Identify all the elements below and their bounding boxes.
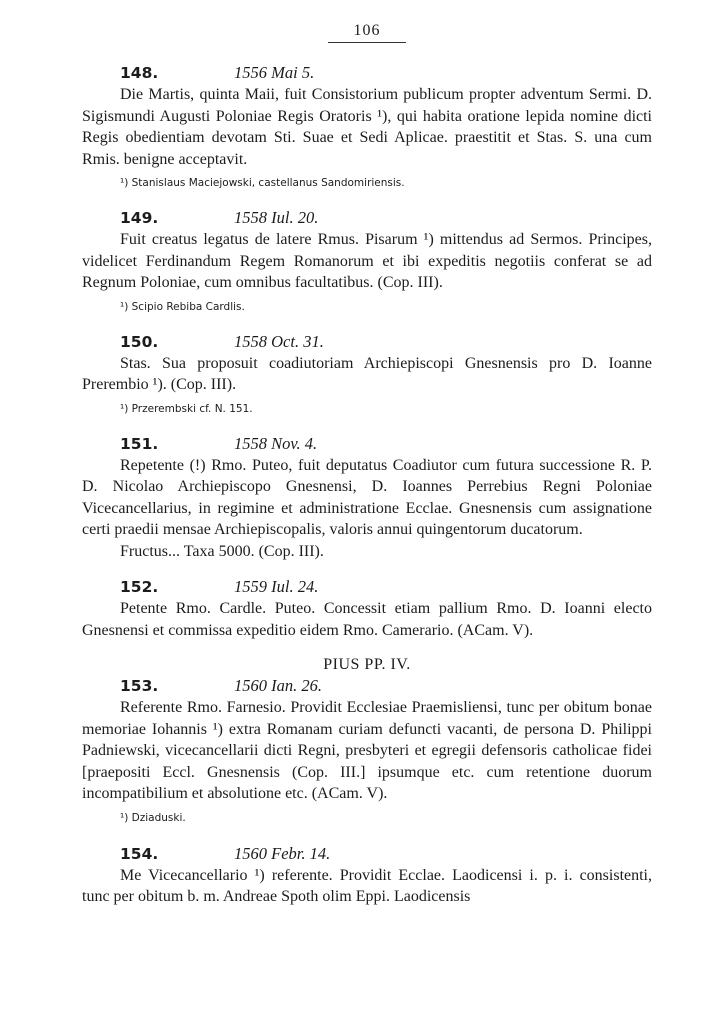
entry-154 bbox=[82, 843, 652, 908]
footnote: ¹) Stanislaus Maciejowski, castellanus Sandomiriensis. bbox=[120, 177, 405, 189]
page-content bbox=[82, 62, 652, 908]
entry-number: 151. bbox=[120, 434, 159, 453]
entry-149 bbox=[82, 207, 652, 314]
entry-heading bbox=[82, 675, 652, 697]
entry-number: 152. bbox=[120, 578, 159, 596]
entry-text: Fuit creatus legatus de latere Rmus. Pisarum ¹) mittendus ad Sermos. Principes, videlicet Ferdinandum Regem Romanorum et ibi expeditis negotiis conferat se ad Regnum Poloniae, cum omnibus facultatibus. (Cop. III). bbox=[82, 231, 652, 291]
entry-heading bbox=[82, 433, 652, 455]
footnote: ¹) Scipio Rebiba Cardlis. bbox=[120, 300, 245, 313]
entry-heading bbox=[82, 843, 652, 865]
entry-heading bbox=[82, 207, 652, 229]
entry-date: 1560 Ian. 26. bbox=[234, 676, 322, 695]
entry-number: 148. bbox=[120, 64, 159, 82]
entry-text: Me Vicecancellario ¹) referente. Providit Ecclae. Laodicensi i. p. i. consistenti, tunc per obitum b. m. Andreae Spoth olim Eppi. Laodicensis bbox=[82, 866, 652, 905]
entry-150 bbox=[82, 331, 652, 416]
footnote: ¹) Przerembski cf. N. 151. bbox=[120, 402, 253, 415]
section-title: PIUS PP. IV. bbox=[323, 656, 411, 673]
entry-text-fructus: Fructus... Taxa 5000. (Cop. III). bbox=[120, 542, 324, 560]
entry-heading bbox=[82, 331, 652, 353]
entry-date: 1559 Iul. 24. bbox=[234, 577, 319, 596]
entry-date: 1560 Febr. 14. bbox=[234, 843, 331, 863]
entry-heading bbox=[82, 576, 652, 598]
entry-text: Petente Rmo. Cardle. Puteo. Concessit etiam pallium Rmo. D. Ioanni electo Gnesnensi et commissa expeditio eidem Rmo. Camerario. (ACam. V). bbox=[82, 600, 652, 639]
entry-number: 153. bbox=[120, 677, 159, 695]
entry-153 bbox=[82, 675, 652, 825]
entry-number: 150. bbox=[120, 332, 159, 351]
entry-151 bbox=[82, 433, 652, 563]
entry-date: 1556 Mai 5. bbox=[234, 63, 315, 82]
entry-152 bbox=[82, 576, 652, 641]
page-number: 106 bbox=[328, 22, 406, 43]
entry-text: Stas. Sua proposuit coadiutoriam Archiepiscopi Gnesnensis pro D. Ioanne Prerembio ¹). (Cop. III). bbox=[82, 354, 652, 393]
footnote: ¹) Dziaduski. bbox=[120, 811, 186, 824]
entry-148 bbox=[82, 62, 652, 190]
entry-date: 1558 Iul. 20. bbox=[234, 208, 319, 227]
entry-number: 154. bbox=[120, 844, 159, 863]
entry-date: 1558 Nov. 4. bbox=[234, 433, 318, 453]
entry-text: Die Martis, quinta Maii, fuit Consistorium publicum propter adventum Sermi. D. Sigismundi Augusti Poloniae Regis Oratoris ¹), qui habita oratione lepida nomine dicti Regis obedientiam devotam Sti. Suae et Sedi Aplicae. praestitit et Stas. S. una cum Rmis. benigne acceptavit. bbox=[82, 86, 652, 168]
entry-text: Referente Rmo. Farnesio. Providit Ecclesiae Praemisliensi, tunc per obitum bonae memoriae Iohannis ¹) extra Romanam curiam defuncti vacanti, de persona D. Philippi Padniewski, vicecancellarii dicti Regni, presbyteri et egregii defensoris catholicae fidei [praepositi Eccl. Gnesnensis (Cop. III.] ipsumque etc. cum retentione duorum incompatibilium et absolutione etc. (ACam. V). bbox=[82, 699, 652, 802]
entry-heading bbox=[82, 62, 652, 84]
entry-date: 1558 Oct. 31. bbox=[234, 331, 324, 351]
entry-number: 149. bbox=[120, 209, 159, 227]
entry-text: Repetente (!) Rmo. Puteo, fuit deputatus Coadiutor cum futura successione R. P. D. Nicolao Archiepiscopo Gnesnensi, D. Ioannes Perrebius Regni Poloniae Vicecancellarius, in regimine et administratione Ecclae. Gnesnensis cum assignatione certi praedii mensae Archiepiscopalis, valoris annui quingentorum ducatorum. bbox=[82, 456, 652, 538]
